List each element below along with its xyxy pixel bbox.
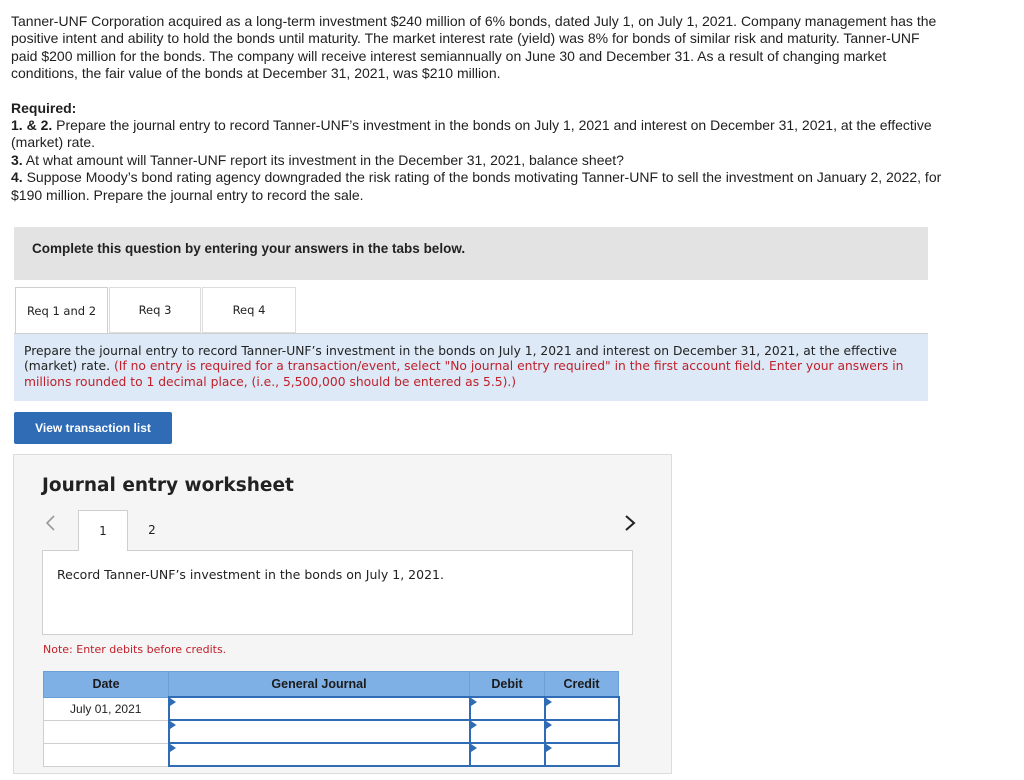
table-row	[44, 743, 619, 766]
credit-field[interactable]	[545, 720, 619, 743]
credit-field[interactable]	[545, 697, 619, 720]
debit-input[interactable]	[471, 720, 548, 743]
tab-req-4[interactable]: Req 4	[202, 287, 296, 333]
worksheet-title: Journal entry worksheet	[42, 475, 294, 496]
credit-column-header: Credit	[545, 672, 619, 698]
next-entry-arrow-icon[interactable]	[623, 513, 641, 533]
instruction-bar	[14, 227, 928, 280]
journal-entry-worksheet	[13, 454, 672, 774]
required-heading: Required:	[11, 99, 77, 116]
credit-input[interactable]	[546, 743, 622, 766]
account-input[interactable]	[170, 697, 473, 720]
requirement-4: 4. Suppose Moody’s bond rating agency downgraded the risk rating of the bonds motivating Tanner-UNF to sell the investment on January 2, 2022, for $190 million. Prepare the journal entry to record the sale.	[11, 169, 942, 203]
general-journal-table	[43, 671, 620, 767]
date-column-header: Date	[44, 672, 169, 698]
requirement-3: 3. At what amount will Tanner-UNF report its investment in the December 31, 2021, balance sheet?	[11, 151, 624, 168]
debit-input[interactable]	[471, 697, 548, 720]
tab-req-3[interactable]: Req 3	[109, 287, 201, 333]
date-cell: July 01, 2021	[44, 697, 169, 720]
account-field[interactable]	[169, 743, 470, 766]
table-row	[44, 720, 619, 743]
debit-field[interactable]	[470, 743, 545, 766]
account-input[interactable]	[170, 720, 473, 743]
requirement-prompt	[14, 334, 928, 401]
tab-req-1-and-2[interactable]: Req 1 and 2	[15, 287, 108, 334]
prompt-hint: (If no entry is required for a transaction/event, select "No journal entry required" in the first account field. Enter your answers in millions rounded to 1 decimal place, (i.e., 5,500,000 should be entered as 5.5).)	[24, 359, 904, 389]
journal-header-row	[44, 672, 619, 698]
debit-field[interactable]	[470, 697, 545, 720]
credit-input[interactable]	[546, 697, 622, 720]
entry-page-2[interactable]: 2	[148, 523, 156, 537]
date-cell	[44, 720, 169, 743]
debit-column-header: Debit	[470, 672, 545, 698]
credit-field[interactable]	[545, 743, 619, 766]
account-input[interactable]	[170, 743, 473, 766]
entry-description-box	[42, 550, 633, 635]
prompt-text: Prepare the journal entry to record Tanner-UNF’s investment in the bonds on July 1, 2021 and interest on December 31, 2021, at the effective (market) rate.	[24, 344, 897, 374]
view-transaction-list-button[interactable]: View transaction list	[14, 412, 172, 444]
problem-statement	[11, 13, 946, 204]
account-field[interactable]	[169, 697, 470, 720]
debit-input[interactable]	[471, 743, 548, 766]
table-row	[44, 697, 619, 720]
account-field[interactable]	[169, 720, 470, 743]
date-cell	[44, 743, 169, 766]
previous-entry-arrow-icon[interactable]	[44, 513, 58, 533]
entry-description: Record Tanner-UNF’s investment in the bonds on July 1, 2021.	[57, 567, 444, 582]
entry-page-1[interactable]: 1	[78, 510, 128, 551]
credit-input[interactable]	[546, 720, 622, 743]
debit-field[interactable]	[470, 720, 545, 743]
general-journal-column-header: General Journal	[169, 672, 470, 698]
instruction-text: Complete this question by entering your answers in the tabs below.	[32, 241, 466, 256]
debits-credits-note: Note: Enter debits before credits.	[43, 643, 227, 656]
requirement-1-2: 1. & 2. Prepare the journal entry to record Tanner-UNF’s investment in the bonds on July 1, 2021 and interest on December 31, 2021, at the effective (market) rate.	[11, 117, 932, 151]
problem-paragraph: Tanner-UNF Corporation acquired as a long-term investment $240 million of 6% bonds, dated July 1, on July 1, 2021. Company management has the positive intent and ability to hold the bonds until maturity. The market interest rate (yield) was 8% for bonds of similar risk and maturity. Tanner-UNF paid $200 million for the bonds. The company will receive interest semiannually on June 30 and December 31. As a result of changing market conditions, the fair value of the bonds at December 31, 2021, was $210 million.	[11, 13, 937, 82]
